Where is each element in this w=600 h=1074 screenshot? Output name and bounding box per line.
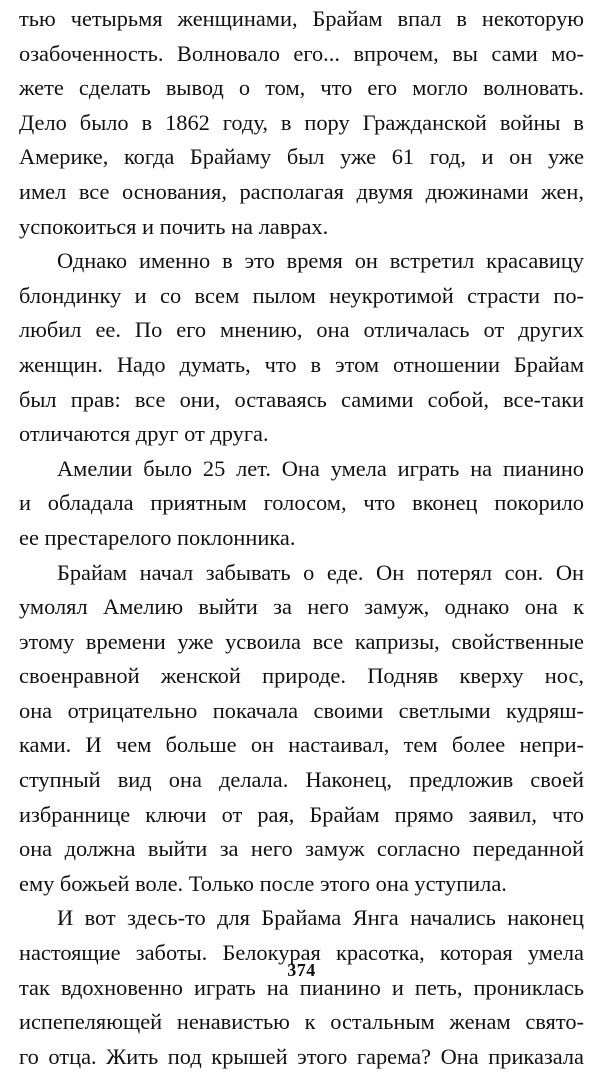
text-line: умолял Амелию выйти за него замуж, однако она к (19, 594, 584, 620)
text-line: тью четырьмя женщинами, Брайам впал в некоторую (19, 6, 584, 31)
book-page (19, 2, 584, 1069)
text-line: и обладала приятным голосом, что вконец покорило (19, 490, 584, 516)
text-line: го отца. Жить под крышей этого гарема? Она приказала (19, 1043, 584, 1069)
text-line: она отрицательно покачала своими светлыми кудряш- (19, 697, 584, 723)
text-line: блондинку и со всем пылом неукротимой страсти по- (19, 282, 584, 308)
text-line: Амелии было 25 лет. Она умела играть на пианино (57, 455, 584, 481)
text-line: И вот здесь-то для Брайама Янга начались наконец (57, 905, 584, 931)
text-line: Однако именно в это время он встретил красавицу (57, 248, 584, 274)
text-line: Дело было в 1862 году, в пору Гражданской войны в (19, 109, 584, 135)
text-line: ступный вид она делала. Наконец, предложив своей (19, 767, 584, 793)
text-line: этому времени уже усвоила все капризы, свойственные (19, 628, 584, 654)
text-line: Америке, когда Брайаму был уже 61 год, и он уже (19, 144, 584, 170)
text-line: любил ее. По его мнению, она отличалась от других (19, 317, 584, 343)
text-line: ками. И чем больше он настаивал, тем более непри- (19, 732, 584, 758)
body-text (19, 2, 584, 1074)
text-line: ее престарелого поклонника. (19, 524, 296, 550)
text-line: она должна выйти за него замуж согласно переданной (19, 836, 584, 862)
text-line: испепеляющей ненавистью к остальным женам свято- (19, 1009, 584, 1035)
text-line: избраннице ключи от рая, Брайам прямо заявил, что (19, 801, 584, 827)
text-line: успокоиться и почить на лаврах. (19, 213, 329, 239)
text-line: женщин. Надо думать, что в этом отношении Брайам (19, 351, 584, 377)
text-line: озабоченность. Волновало его... впрочем, вы сами мо- (19, 40, 584, 66)
text-line: имел все основания, располагая двумя дюжинами жен, (19, 178, 584, 204)
text-line: жете сделать вывод о том, что его могло волновать. (19, 75, 584, 101)
text-line: был прав: все они, оставаясь самими собой, все-таки (19, 386, 584, 412)
text-line: так вдохновенно играть на пианино и петь, прониклась (19, 974, 584, 1000)
text-line: Брайам начал забывать о еде. Он потерял сон. Он (57, 559, 584, 585)
text-line: настоящие заботы. Белокурая красотка, которая умела (19, 940, 584, 966)
text-line: своенравной женской природе. Подняв кверху нос, (19, 663, 584, 689)
text-line: отличаются друг от друга. (19, 421, 269, 447)
page-number: 374 (287, 960, 316, 980)
text-line: ему божьей воле. Только после этого она уступила. (19, 870, 507, 896)
